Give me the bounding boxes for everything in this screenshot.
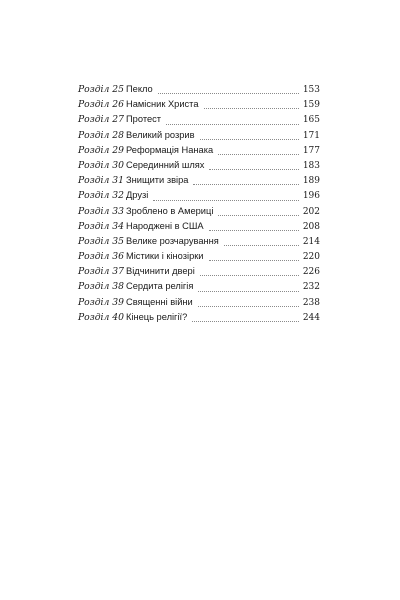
chapter-label: Розділ 40 bbox=[78, 311, 124, 323]
dot-leader bbox=[166, 124, 299, 125]
chapter-title: Відчинити двері bbox=[126, 266, 195, 277]
page-number: 220 bbox=[302, 252, 320, 263]
chapter-title: Сердита релігія bbox=[126, 281, 194, 292]
chapter-label: Розділ 33 bbox=[78, 205, 124, 217]
dot-leader bbox=[218, 215, 299, 216]
toc-entry[interactable] bbox=[78, 158, 320, 173]
page-number: 226 bbox=[302, 267, 320, 278]
toc-entry[interactable] bbox=[78, 188, 320, 203]
dot-leader bbox=[158, 93, 299, 94]
dot-leader bbox=[193, 184, 299, 185]
dot-leader bbox=[198, 306, 299, 307]
chapter-label: Розділ 30 bbox=[78, 159, 124, 171]
toc-entry[interactable] bbox=[78, 310, 320, 325]
toc-entry[interactable] bbox=[78, 219, 320, 234]
toc-entry[interactable] bbox=[78, 112, 320, 127]
dot-leader bbox=[204, 108, 299, 109]
chapter-label: Розділ 35 bbox=[78, 235, 124, 247]
chapter-title: Серединний шлях bbox=[126, 159, 205, 170]
page-number: 159 bbox=[302, 100, 320, 111]
page-number: 196 bbox=[302, 191, 320, 202]
page-number: 214 bbox=[302, 236, 320, 247]
chapter-title: Реформація Нанака bbox=[126, 144, 214, 155]
chapter-label: Розділ 37 bbox=[78, 266, 124, 278]
dot-leader bbox=[209, 260, 300, 261]
toc-entry[interactable] bbox=[78, 82, 320, 97]
toc-entry[interactable] bbox=[78, 295, 320, 310]
chapter-title: Друзі bbox=[126, 190, 149, 201]
toc-entry[interactable] bbox=[78, 279, 320, 294]
dot-leader bbox=[200, 139, 299, 140]
chapter-title: Містики і кінозірки bbox=[126, 251, 204, 262]
dot-leader bbox=[209, 169, 299, 170]
dot-leader bbox=[192, 321, 299, 322]
toc-entry[interactable] bbox=[78, 249, 320, 264]
chapter-label: Розділ 25 bbox=[78, 84, 124, 95]
table-of-contents bbox=[78, 82, 320, 325]
chapter-title: Велике розчарування bbox=[126, 235, 219, 246]
chapter-label: Розділ 36 bbox=[78, 251, 124, 263]
page-number: 232 bbox=[302, 282, 320, 293]
chapter-label: Розділ 26 bbox=[78, 99, 124, 111]
chapter-title: Великий розрив bbox=[126, 129, 195, 140]
dot-leader bbox=[153, 200, 299, 201]
chapter-label: Розділ 28 bbox=[78, 129, 124, 141]
chapter-label: Розділ 32 bbox=[78, 190, 124, 202]
page-number: 189 bbox=[302, 176, 320, 187]
chapter-title: Священні війни bbox=[126, 296, 193, 307]
chapter-title: Зроблено в Америці bbox=[126, 205, 214, 216]
chapter-title: Знищити звіра bbox=[126, 175, 189, 186]
dot-leader bbox=[200, 275, 299, 276]
chapter-label: Розділ 34 bbox=[78, 220, 124, 232]
page-number: 244 bbox=[302, 312, 320, 323]
page-number: 165 bbox=[302, 115, 320, 126]
page-number: 183 bbox=[302, 160, 320, 171]
toc-entry[interactable] bbox=[78, 128, 320, 143]
toc-entry[interactable] bbox=[78, 264, 320, 279]
dot-leader bbox=[198, 291, 299, 292]
chapter-label: Розділ 27 bbox=[78, 114, 124, 126]
chapter-label: Розділ 39 bbox=[78, 296, 124, 308]
toc-entry[interactable] bbox=[78, 97, 320, 112]
chapter-label: Розділ 31 bbox=[78, 175, 124, 187]
page-number: 202 bbox=[302, 206, 320, 217]
chapter-title: Пекло bbox=[126, 84, 153, 94]
page-number: 238 bbox=[302, 297, 320, 308]
toc-entry[interactable] bbox=[78, 204, 320, 219]
chapter-title: Протест bbox=[126, 114, 162, 125]
chapter-title: Народжені в США bbox=[126, 220, 204, 231]
page-number: 208 bbox=[302, 221, 320, 232]
page-number: 153 bbox=[302, 85, 320, 95]
chapter-title: Кінець релігії? bbox=[126, 311, 188, 322]
chapter-title: Намісник Христа bbox=[126, 99, 199, 110]
chapter-label: Розділ 38 bbox=[78, 281, 124, 293]
dot-leader bbox=[224, 245, 299, 246]
toc-entry[interactable] bbox=[78, 234, 320, 249]
dot-leader bbox=[209, 230, 299, 231]
toc-entry[interactable] bbox=[78, 143, 320, 158]
toc-entry[interactable] bbox=[78, 173, 320, 188]
page-number: 177 bbox=[302, 145, 320, 156]
chapter-label: Розділ 29 bbox=[78, 144, 124, 156]
page-number: 171 bbox=[302, 130, 320, 141]
dot-leader bbox=[218, 154, 299, 155]
